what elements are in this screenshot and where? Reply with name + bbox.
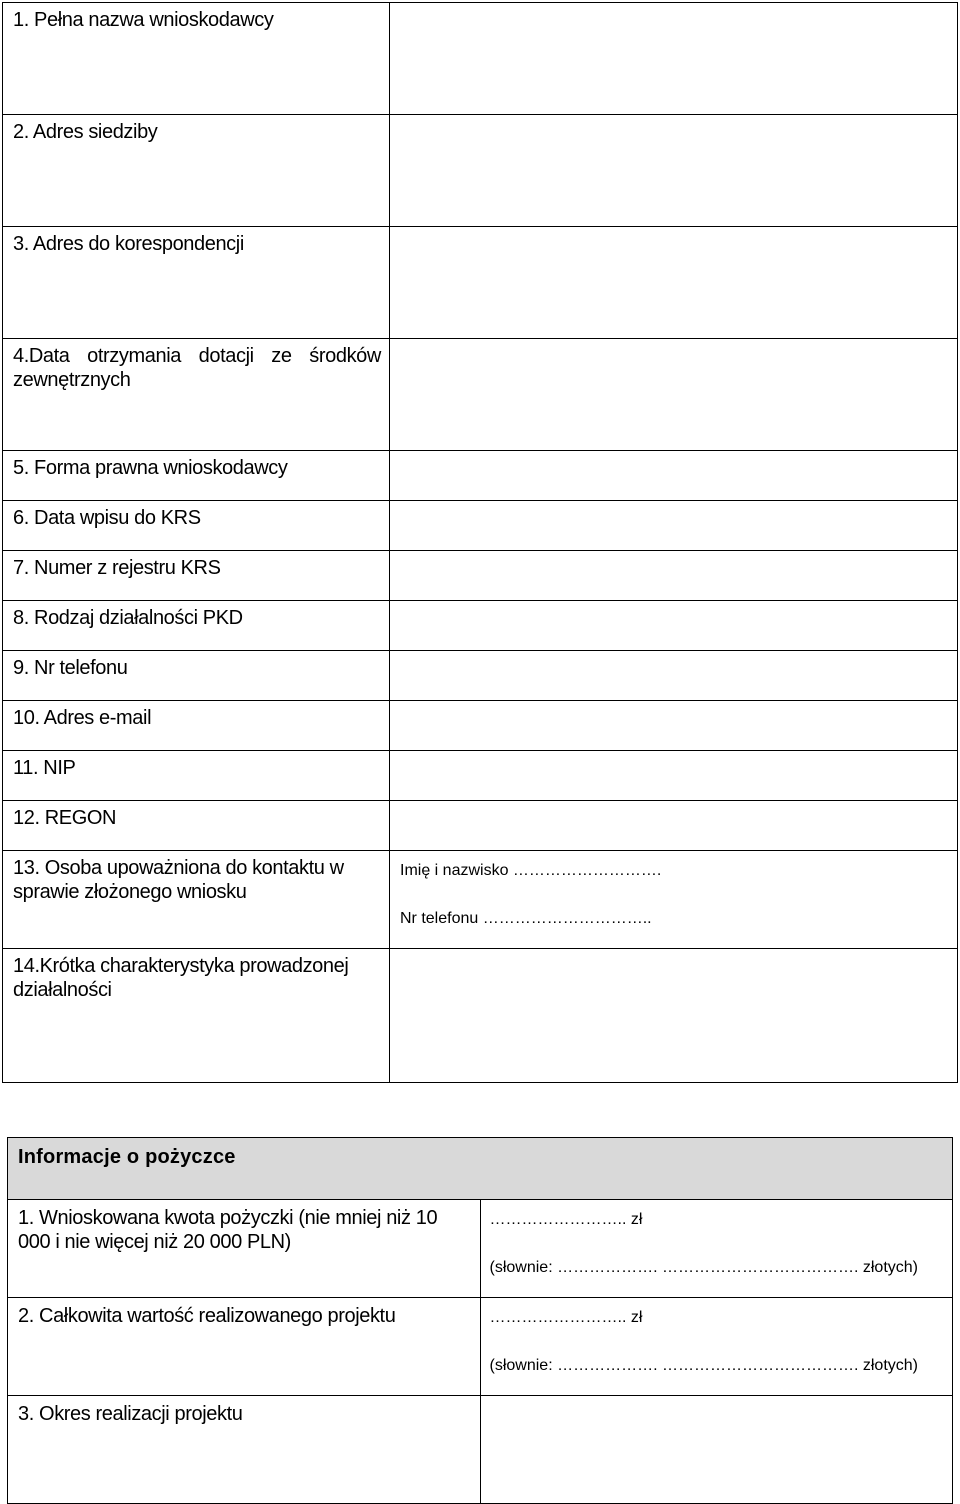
table-row xyxy=(3,551,958,601)
field-label-full-name: 1. Pełna nazwa wnioskodawcy xyxy=(3,3,390,115)
field-label-nip: 11. NIP xyxy=(3,751,390,801)
loan-info-table xyxy=(7,1137,953,1504)
applicant-info-table xyxy=(2,2,958,1083)
table-row xyxy=(3,227,958,339)
table-row xyxy=(3,339,958,451)
field-value-regon[interactable] xyxy=(390,801,958,851)
section-title: Informacje o pożyczce xyxy=(8,1138,953,1200)
field-value-pkd-activity[interactable] xyxy=(390,601,958,651)
field-label-registered-address: 2. Adres siedziby xyxy=(3,115,390,227)
field-label-krs-number: 7. Numer z rejestru KRS xyxy=(3,551,390,601)
table-row xyxy=(3,451,958,501)
field-label-external-grant-date xyxy=(3,339,390,451)
field-value-legal-form[interactable] xyxy=(390,451,958,501)
field-label-project-period: 3. Okres realizacji projektu xyxy=(8,1396,481,1504)
field-value-external-grant-date[interactable] xyxy=(390,339,958,451)
table-row xyxy=(3,601,958,651)
label-line: zewnętrznych xyxy=(13,369,131,391)
table-row xyxy=(3,949,958,1083)
field-value-nip[interactable] xyxy=(390,751,958,801)
label-word: środków xyxy=(309,345,381,367)
table-row xyxy=(3,501,958,551)
table-row xyxy=(3,801,958,851)
field-value-krs-entry-date[interactable] xyxy=(390,501,958,551)
project-value-field[interactable]: …………………….. zł xyxy=(489,1309,643,1326)
field-value-activity-description[interactable] xyxy=(390,949,958,1083)
field-label-pkd-activity: 8. Rodzaj działalności PKD xyxy=(3,601,390,651)
field-value-phone[interactable] xyxy=(390,651,958,701)
loan-amount-words-field[interactable]: (słownie: ………………. ………………………………. złotych) xyxy=(489,1259,918,1276)
field-value-project-value xyxy=(480,1298,953,1396)
field-value-contact-person xyxy=(390,851,958,949)
table-row xyxy=(3,701,958,751)
field-label-krs-entry-date: 6. Data wpisu do KRS xyxy=(3,501,390,551)
table-row xyxy=(8,1298,953,1396)
field-value-correspondence-address[interactable] xyxy=(390,227,958,339)
field-value-full-name[interactable] xyxy=(390,3,958,115)
field-value-loan-amount xyxy=(480,1200,953,1298)
label-word: 4.Data xyxy=(13,345,70,367)
table-row xyxy=(3,115,958,227)
field-label-email: 10. Adres e-mail xyxy=(3,701,390,751)
field-label-legal-form: 5. Forma prawna wnioskodawcy xyxy=(3,451,390,501)
contact-fields xyxy=(390,851,957,929)
field-label-project-value: 2. Całkowita wartość realizowanego projektu xyxy=(8,1298,481,1396)
label-word: ze xyxy=(271,345,292,367)
loan-amount-field[interactable]: …………………….. zł xyxy=(489,1211,643,1228)
field-value-registered-address[interactable] xyxy=(390,115,958,227)
label-line-justified xyxy=(13,344,381,368)
field-label-regon: 12. REGON xyxy=(3,801,390,851)
label-word: otrzymania xyxy=(87,345,181,367)
table-header-row xyxy=(8,1138,953,1200)
field-value-krs-number[interactable] xyxy=(390,551,958,601)
label-word: dotacji xyxy=(198,345,254,367)
contact-name-field[interactable]: Imię i nazwisko ………………………. xyxy=(400,862,662,879)
field-value-email[interactable] xyxy=(390,701,958,751)
field-label-loan-amount: 1. Wnioskowana kwota pożyczki (nie mniej niż 10 000 i nie więcej niż 20 000 PLN) xyxy=(8,1200,481,1298)
contact-phone-field[interactable]: Nr telefonu ………………………….. xyxy=(400,910,652,927)
field-label-contact-person: 13. Osoba upoważniona do kontaktu w sprawie złożonego wniosku xyxy=(3,851,390,949)
table-row xyxy=(8,1396,953,1504)
table-row xyxy=(3,651,958,701)
field-label-correspondence-address: 3. Adres do korespondencji xyxy=(3,227,390,339)
table-row xyxy=(8,1200,953,1298)
table-row xyxy=(3,751,958,801)
table-row xyxy=(3,3,958,115)
field-label-phone: 9. Nr telefonu xyxy=(3,651,390,701)
project-value-words-field[interactable]: (słownie: ………………. ………………………………. złotych) xyxy=(489,1357,918,1374)
field-value-project-period[interactable] xyxy=(480,1396,953,1504)
field-label-activity-description: 14.Krótka charakterystyka prowadzonej działalności xyxy=(3,949,390,1083)
table-row xyxy=(3,851,958,949)
